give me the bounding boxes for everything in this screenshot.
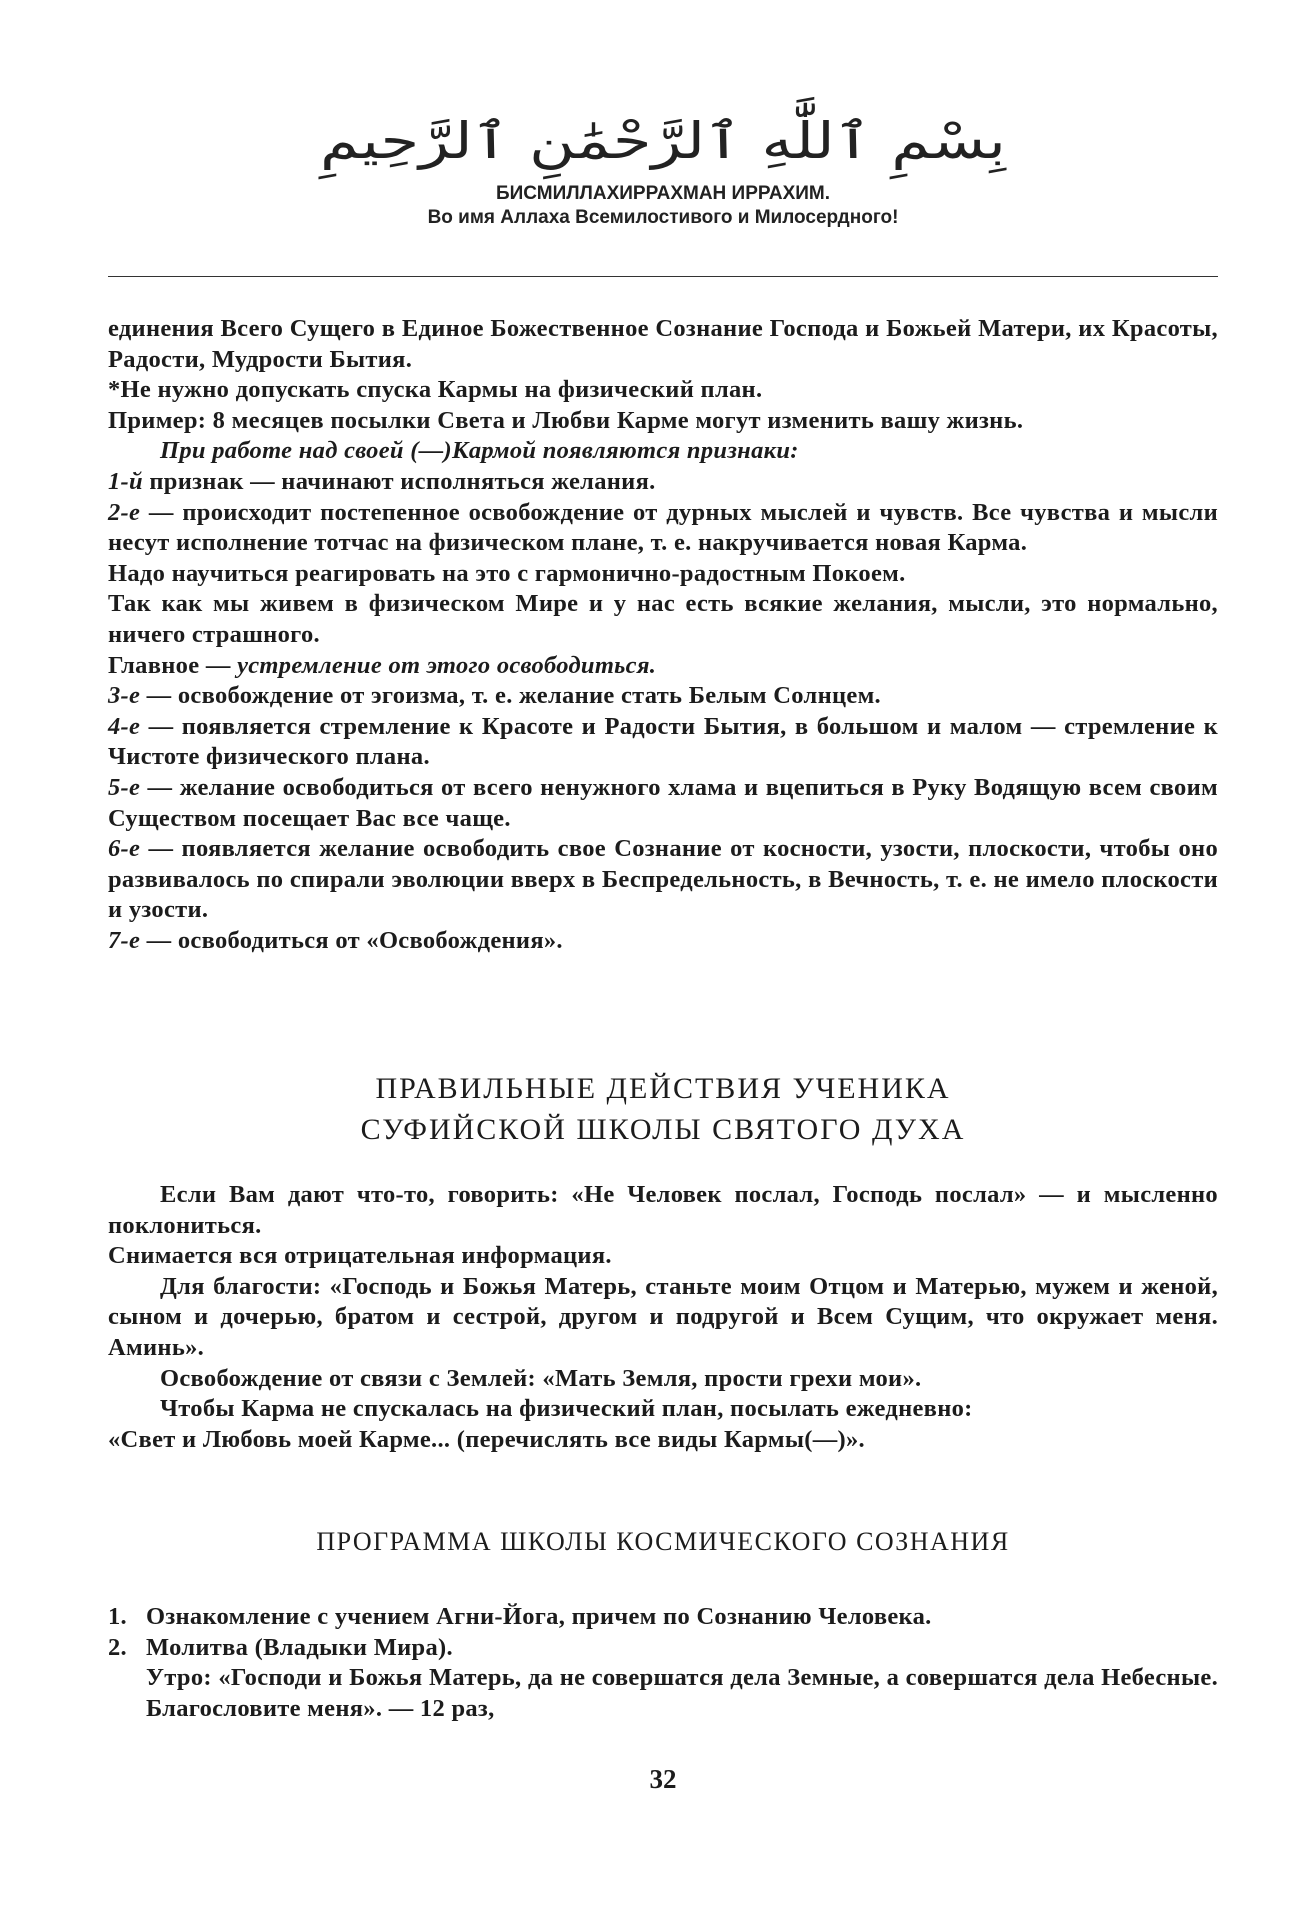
morning-prayer: Утро: «Господи и Божья Матерь, да не совершатся дела Земные, а совершатся дела Небесные. Благословите меня». — 12 раз, (146, 1664, 1218, 1722)
emphasis-lead: Главное — (108, 651, 231, 679)
sign-marker: 1-й (108, 467, 143, 495)
paragraph: Надо научиться реагировать на это с гармонично-радостным Покоем. (108, 559, 906, 587)
list-item (108, 1602, 1218, 1633)
sign-text: — появляется желание освободить свое Сознание от косности, узости, плоскости, чтобы оно развивалось по спирали эволюции вверх в Беспредельность, в Вечность, т. е. не имело плоскости и узости. (108, 835, 1218, 924)
paragraph: Снимается вся отрицательная информация. (108, 1242, 612, 1270)
sign-item (108, 926, 1218, 957)
student-actions-section (108, 1180, 1218, 1455)
paragraph: Чтобы Карма не спускалась на физический план, посылать ежедневно: (160, 1395, 973, 1423)
sign-text: признак — начинают исполняться желания. (149, 467, 656, 495)
sign-text: — желание освободиться от всего ненужного хлама и вцепиться в Руку Водящую всем своим Существом посещает Вас все чаще. (108, 773, 1218, 832)
section-heading-student-actions (108, 1068, 1218, 1150)
sign-marker: 7-е (108, 926, 141, 954)
header-translation: Во имя Аллаха Всемилостивого и Милосердного! (427, 207, 899, 228)
paragraph: Так как мы живем в физическом Мире и у нас есть всякие желания, мысли, это нормально, ничего страшного. (108, 590, 1218, 648)
heading-line: СУФИЙСКОЙ ШКОЛЫ СВЯТОГО ДУХА (360, 1113, 966, 1146)
sign-item (108, 834, 1218, 926)
sign-item (108, 498, 1218, 559)
sign-text: — освобождение от эгоизма, т. е. желание стать Белым Солнцем. (146, 682, 881, 710)
sign-item (108, 467, 1218, 498)
list-number: 1. (108, 1603, 127, 1630)
sign-marker: 5-е (108, 773, 141, 801)
sign-text: — происходит постепенное освобождение от дурных мыслей и чувств. Все чувства и мысли несут исполнение тотчас на физическом плане, т. е. накручивается новая Карма. (108, 498, 1218, 557)
header-transliteration: БИСМИЛЛАХИРРАХМАН ИРРАХИМ. (495, 183, 831, 204)
paragraph: Освобождение от связи с Землей: «Мать Земля, прости грехи мои». (160, 1364, 922, 1392)
section-heading-program: ПРОГРАММА ШКОЛЫ КОСМИЧЕСКОГО СОЗНАНИЯ (316, 1527, 1010, 1556)
list-item (108, 1633, 1218, 1664)
header-divider (108, 276, 1218, 277)
heading-line: ПРАВИЛЬНЫЕ ДЕЙСТВИЯ УЧЕНИКА (375, 1072, 951, 1105)
paragraph: Для благости: «Господь и Божья Матерь, станьте моим Отцом и Матерью, мужем и женой, сыном и дочерью, братом и сестрой, другом и подругой и Всем Сущим, что окружает меня. Аминь». (108, 1272, 1218, 1361)
list-text: Молитва (Владыки Мира). (146, 1633, 453, 1661)
paragraph: Если Вам дают что-то, говорить: «Не Человек послал, Господь послал» — и мысленно поклониться. (108, 1181, 1218, 1239)
sign-marker: 2-е (108, 498, 141, 526)
sign-text: — освободиться от «Освобождения». (146, 926, 563, 954)
sign-marker: 4-е (108, 712, 141, 740)
karma-section (108, 314, 1218, 956)
program-section (108, 1602, 1218, 1724)
paragraph: Пример: 8 месяцев посылки Света и Любви Карме могут изменить вашу жизнь. (108, 406, 1024, 434)
sign-item (108, 712, 1218, 773)
sign-item (108, 681, 1218, 712)
paragraph: единения Всего Сущего в Единое Божественное Сознание Господа и Божьей Матери, их Красоты, Радости, Мудрости Бытия. (108, 315, 1218, 373)
page-header (108, 100, 1218, 230)
paragraph: «Свет и Любовь моей Карме... (перечислять все виды Кармы(—)». (108, 1425, 865, 1453)
document-page (108, 0, 1218, 1920)
list-text: Ознакомление с учением Агни-Йога, причем по Сознанию Человека. (146, 1603, 932, 1630)
page-number: 32 (649, 1764, 677, 1794)
list-number: 2. (108, 1633, 127, 1661)
paragraph (108, 651, 1218, 682)
sign-marker: 6-е (108, 835, 141, 863)
emphasis-italic: устремление от этого освободиться. (237, 651, 657, 679)
signs-intro: При работе над своей (—)Кармой появляются признаки: (160, 437, 799, 465)
paragraph: *Не нужно допускать спуска Кармы на физический план. (108, 376, 763, 404)
bismillah-calligraphy: بِسْمِ ٱللَّٰهِ ٱلرَّحْمَٰنِ ٱلرَّحِيمِ (320, 112, 1006, 170)
sign-item (108, 773, 1218, 834)
sign-marker: 3-е (108, 682, 141, 710)
sign-text: — появляется стремление к Красоте и Радости Бытия, в большом и малом — стремление к Чистоте физического плана. (108, 712, 1218, 771)
